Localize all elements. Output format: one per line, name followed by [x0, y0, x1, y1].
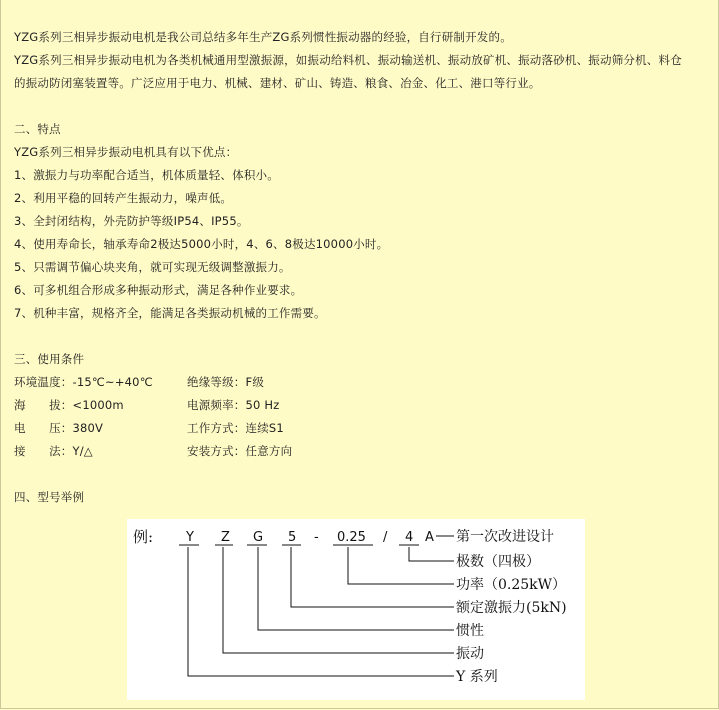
label-y-series: Y 系列: [456, 669, 498, 685]
condition-frequency: 电源频率：50 Hz: [187, 398, 280, 412]
feature-item: 3、全封闭结构，外壳防护等级IP54、IP55。: [14, 214, 249, 228]
label-vibration: 振动: [456, 646, 484, 662]
intro-line-1: YZG系列三相异步振动电机是我公司总结多年生产ZG系列惯性振动器的经验，自行研制开发的。: [14, 30, 512, 44]
conditions-heading: 三、使用条件: [14, 352, 85, 366]
label-exciting-force: 额定激振力(5kN): [456, 600, 567, 616]
condition-voltage: 电 压：380V: [14, 421, 104, 435]
label-power: 功率（0.25kW）: [456, 577, 567, 593]
condition-insulation: 绝缘等级：F级: [187, 375, 265, 389]
code-z: Z: [221, 530, 230, 545]
intro-line-2: YZG系列三相异步振动电机为各类机械通用型激振源，如振动给料机、振动输送机、振动放矿机、振动落砂机、振动筛分机、料仓: [14, 53, 682, 67]
model-designation-diagram: [127, 519, 585, 700]
feature-item: 5、只需调节偏心块夹角，就可实现无级调整激振力。: [14, 260, 291, 274]
condition-connection: 接 法：Y/△: [14, 444, 93, 458]
condition-ambient-temp: 环境温度：-15℃~+40℃: [14, 375, 153, 389]
model-heading: 四、型号举例: [14, 490, 85, 504]
code-poles: 4: [405, 530, 414, 545]
designation-svg: [127, 519, 585, 700]
feature-item: 7、机种丰富，规格齐全，能满足各类振动机械的工作需要。: [14, 306, 326, 320]
code-y: Y: [186, 530, 194, 545]
condition-mounting: 安装方式：任意方向: [187, 444, 293, 458]
code-power: 0.25: [337, 530, 366, 545]
feature-item: 6、可多机组合形成多种振动形式，满足各种作业要求。: [14, 283, 303, 297]
feature-item: 4、使用寿命长，轴承寿命2极达5000小时，4、6、8极达10000小时。: [14, 237, 389, 251]
code-rev: A: [425, 530, 434, 545]
intro-line-3: 的振动防闭塞装置等。广泛应用于电力、机械、建材、矿山、铸造、粮食、冶金、化工、港口等行业。: [14, 76, 541, 90]
features-lead: YZG系列三相异步振动电机具有以下优点：: [14, 145, 238, 159]
code-force: 5: [288, 530, 297, 545]
label-poles: 极数（四极）: [456, 554, 540, 570]
code-slash: /: [383, 530, 388, 545]
condition-duty: 工作方式：连续S1: [187, 421, 284, 435]
condition-altitude: 海 拔：<1000m: [14, 398, 124, 412]
label-inertia: 惯性: [456, 623, 484, 639]
code-dash: -: [314, 530, 319, 545]
feature-item: 1、激振力与功率配合适当，机体质量轻、体积小。: [14, 168, 279, 182]
feature-item: 2、利用平稳的回转产生振动力，噪声低。: [14, 191, 233, 205]
leader-lines: [188, 536, 454, 676]
features-heading: 二、特点: [14, 122, 61, 136]
example-label: 例:: [133, 528, 154, 546]
code-g: G: [253, 530, 264, 545]
label-first-improvement: 第一次改进设计: [456, 529, 554, 545]
